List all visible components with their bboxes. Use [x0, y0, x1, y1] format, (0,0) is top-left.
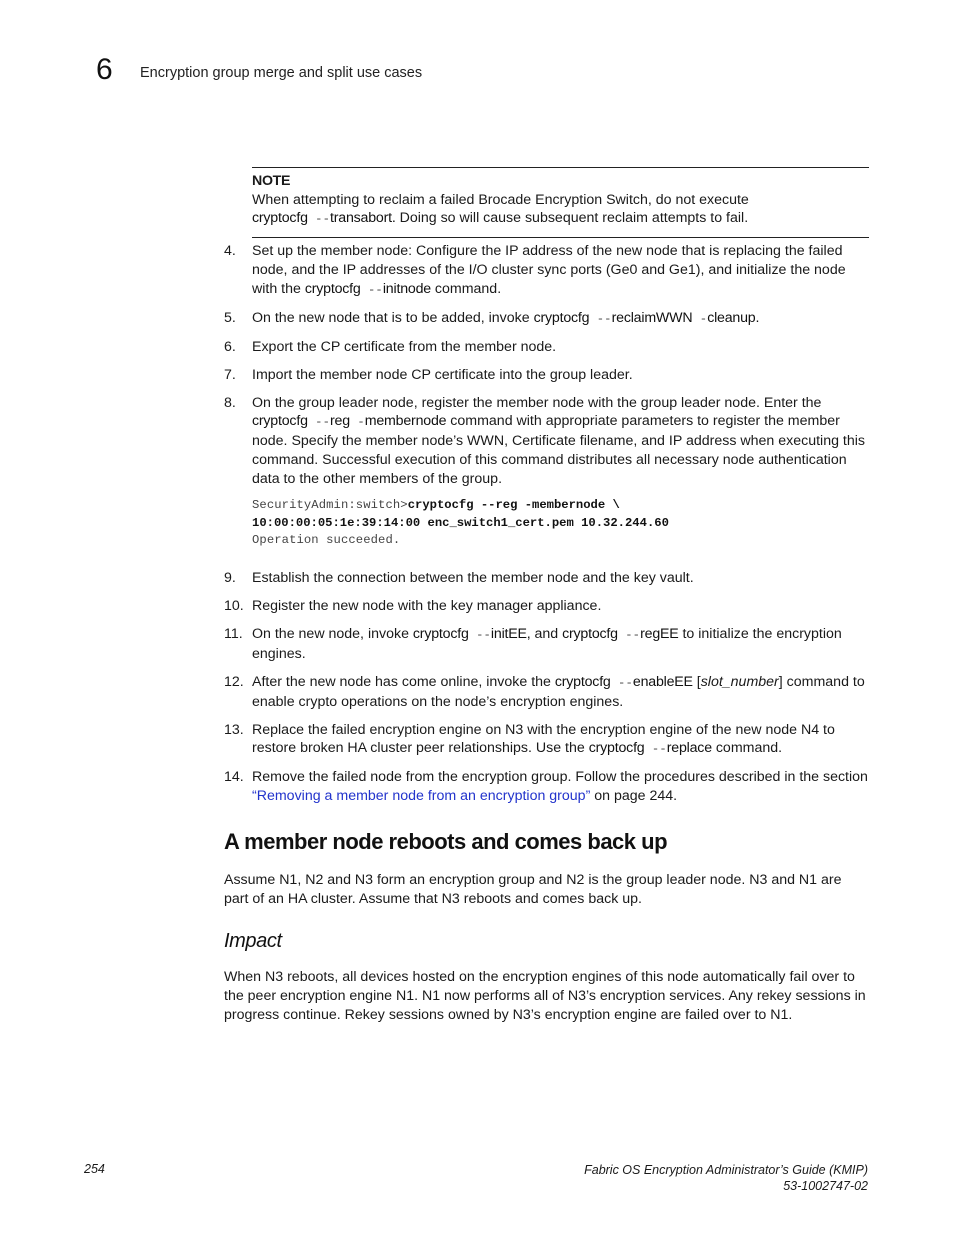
step-number: 9.: [224, 570, 236, 586]
code-example: [252, 496, 669, 549]
step-number: 10.: [224, 597, 244, 614]
step-8: [224, 394, 869, 489]
note-command-option: transabort.: [330, 210, 396, 226]
step-11: [224, 625, 869, 664]
step-text: Replace the failed encryption engine on N3 with the encryption engine of the new node N4 to restore broken HA cluster peer relationships. Use the cryptocfg --replace command.: [252, 721, 835, 757]
step-text: Set up the member node: Configure the IP address of the new node that is replacing the failed node, and the IP addresses of the I/O cluster sync ports (Ge0 and Ge1), and initialize the node with the cryptocfg --initnode command.: [252, 243, 846, 297]
step-number: 12.: [224, 673, 244, 690]
note-text: [252, 191, 869, 229]
step-text: On the new node, invoke cryptocfg --initEE, and cryptocfg --regEE to initialize the encryption engines.: [252, 625, 842, 662]
note-text-2: Doing so will cause subsequent reclaim attempts to fail.: [395, 210, 749, 226]
step-number: 14.: [224, 769, 244, 786]
step-number: 11.: [224, 625, 243, 642]
impact-paragraph: When N3 reboots, all devices hosted on the encryption engines of this node automatically fail over to the peer encryption engine N1. N1 now performs all of N3’s encryption services. Any rekey sessions in progress continue. Rekey sessions owned by N3’s encryption engine are failed over to N1.: [224, 969, 866, 1023]
step-6: [224, 338, 869, 357]
chapter-title: Encryption group merge and split use cases: [140, 65, 423, 81]
footer-doc-info: [584, 1162, 868, 1194]
note-command-dashes: --: [307, 212, 331, 226]
step-number: 7.: [224, 366, 236, 383]
cross-reference-link[interactable]: “Removing a member node from an encryption group”: [252, 788, 591, 805]
note-command: cryptocfg: [252, 210, 308, 226]
step-7: [224, 366, 869, 385]
footer-doc-number: 53-1002747-02: [783, 1179, 868, 1193]
step-text: Import the member node CP certificate into the group leader.: [252, 366, 633, 383]
code-prompt: SecurityAdmin:switch>: [252, 498, 408, 512]
code-command-line-2: 10:00:00:05:1e:39:14:00 enc_switch1_cert.pem 10.32.244.60: [252, 515, 669, 530]
section-paragraph: Assume N1, N2 and N3 form an encryption group and N2 is the group leader node. N3 and N1 are part of an HA cluster. Assume that N3 reboots and comes back up.: [224, 872, 842, 907]
step-10: [224, 597, 869, 616]
procedure-steps-continued: [224, 569, 869, 815]
step-12: [224, 673, 869, 712]
step-number: 4.: [224, 243, 236, 259]
footer-doc-title: Fabric OS Encryption Administrator’s Guide (KMIP): [584, 1163, 868, 1177]
subsection-heading: Impact: [224, 930, 282, 952]
step-number: 6.: [224, 338, 236, 355]
step-14: [224, 768, 869, 806]
step-text: On the group leader node, register the member node with the group leader node. Enter the cryptocfg --reg -membernode command with appropriate parameters to register the member node. Specify the member node’s WWN, Certificate filename, and IP address when executing this command. Successful execution of this command distributes all necessary node authentication data to the other members of the group.: [252, 394, 865, 487]
step-9: [224, 569, 869, 588]
step-text: Register the new node with the key manager appliance.: [252, 597, 602, 614]
note-text-1: When attempting to reclaim a failed Brocade Encryption Switch, do not execute: [252, 191, 749, 208]
chapter-number: 6: [96, 53, 113, 86]
step-number: 13.: [224, 721, 244, 738]
step-text: After the new node has come online, invoke the cryptocfg --enableEE [slot_number] command to enable crypto operations on the node’s encryption engines.: [252, 673, 865, 710]
note-label: NOTE: [252, 173, 291, 189]
procedure-steps: [224, 242, 869, 498]
step-13: [224, 721, 869, 760]
step-text: Establish the connection between the member node and the key vault.: [252, 570, 694, 586]
step-text: On the new node that is to be added, invoke cryptocfg --reclaimWWN -cleanup.: [252, 309, 760, 326]
code-command-line-1: cryptocfg --reg -membernode \: [407, 498, 620, 512]
page-number: 254: [84, 1162, 105, 1176]
step-number: 8.: [224, 394, 236, 411]
step-5: [224, 309, 869, 329]
step-4: [224, 242, 869, 299]
step-text: Export the CP certificate from the member node.: [252, 338, 557, 355]
code-output: Operation succeeded.: [252, 533, 401, 547]
note-box: [252, 167, 869, 238]
step-number: 5.: [224, 309, 236, 326]
step-text: Remove the failed node from the encryption group. Follow the procedures described in the section “Removing a member node from an encryption group” on page 244.: [252, 769, 868, 805]
section-heading: A member node reboots and comes back up: [224, 829, 668, 854]
